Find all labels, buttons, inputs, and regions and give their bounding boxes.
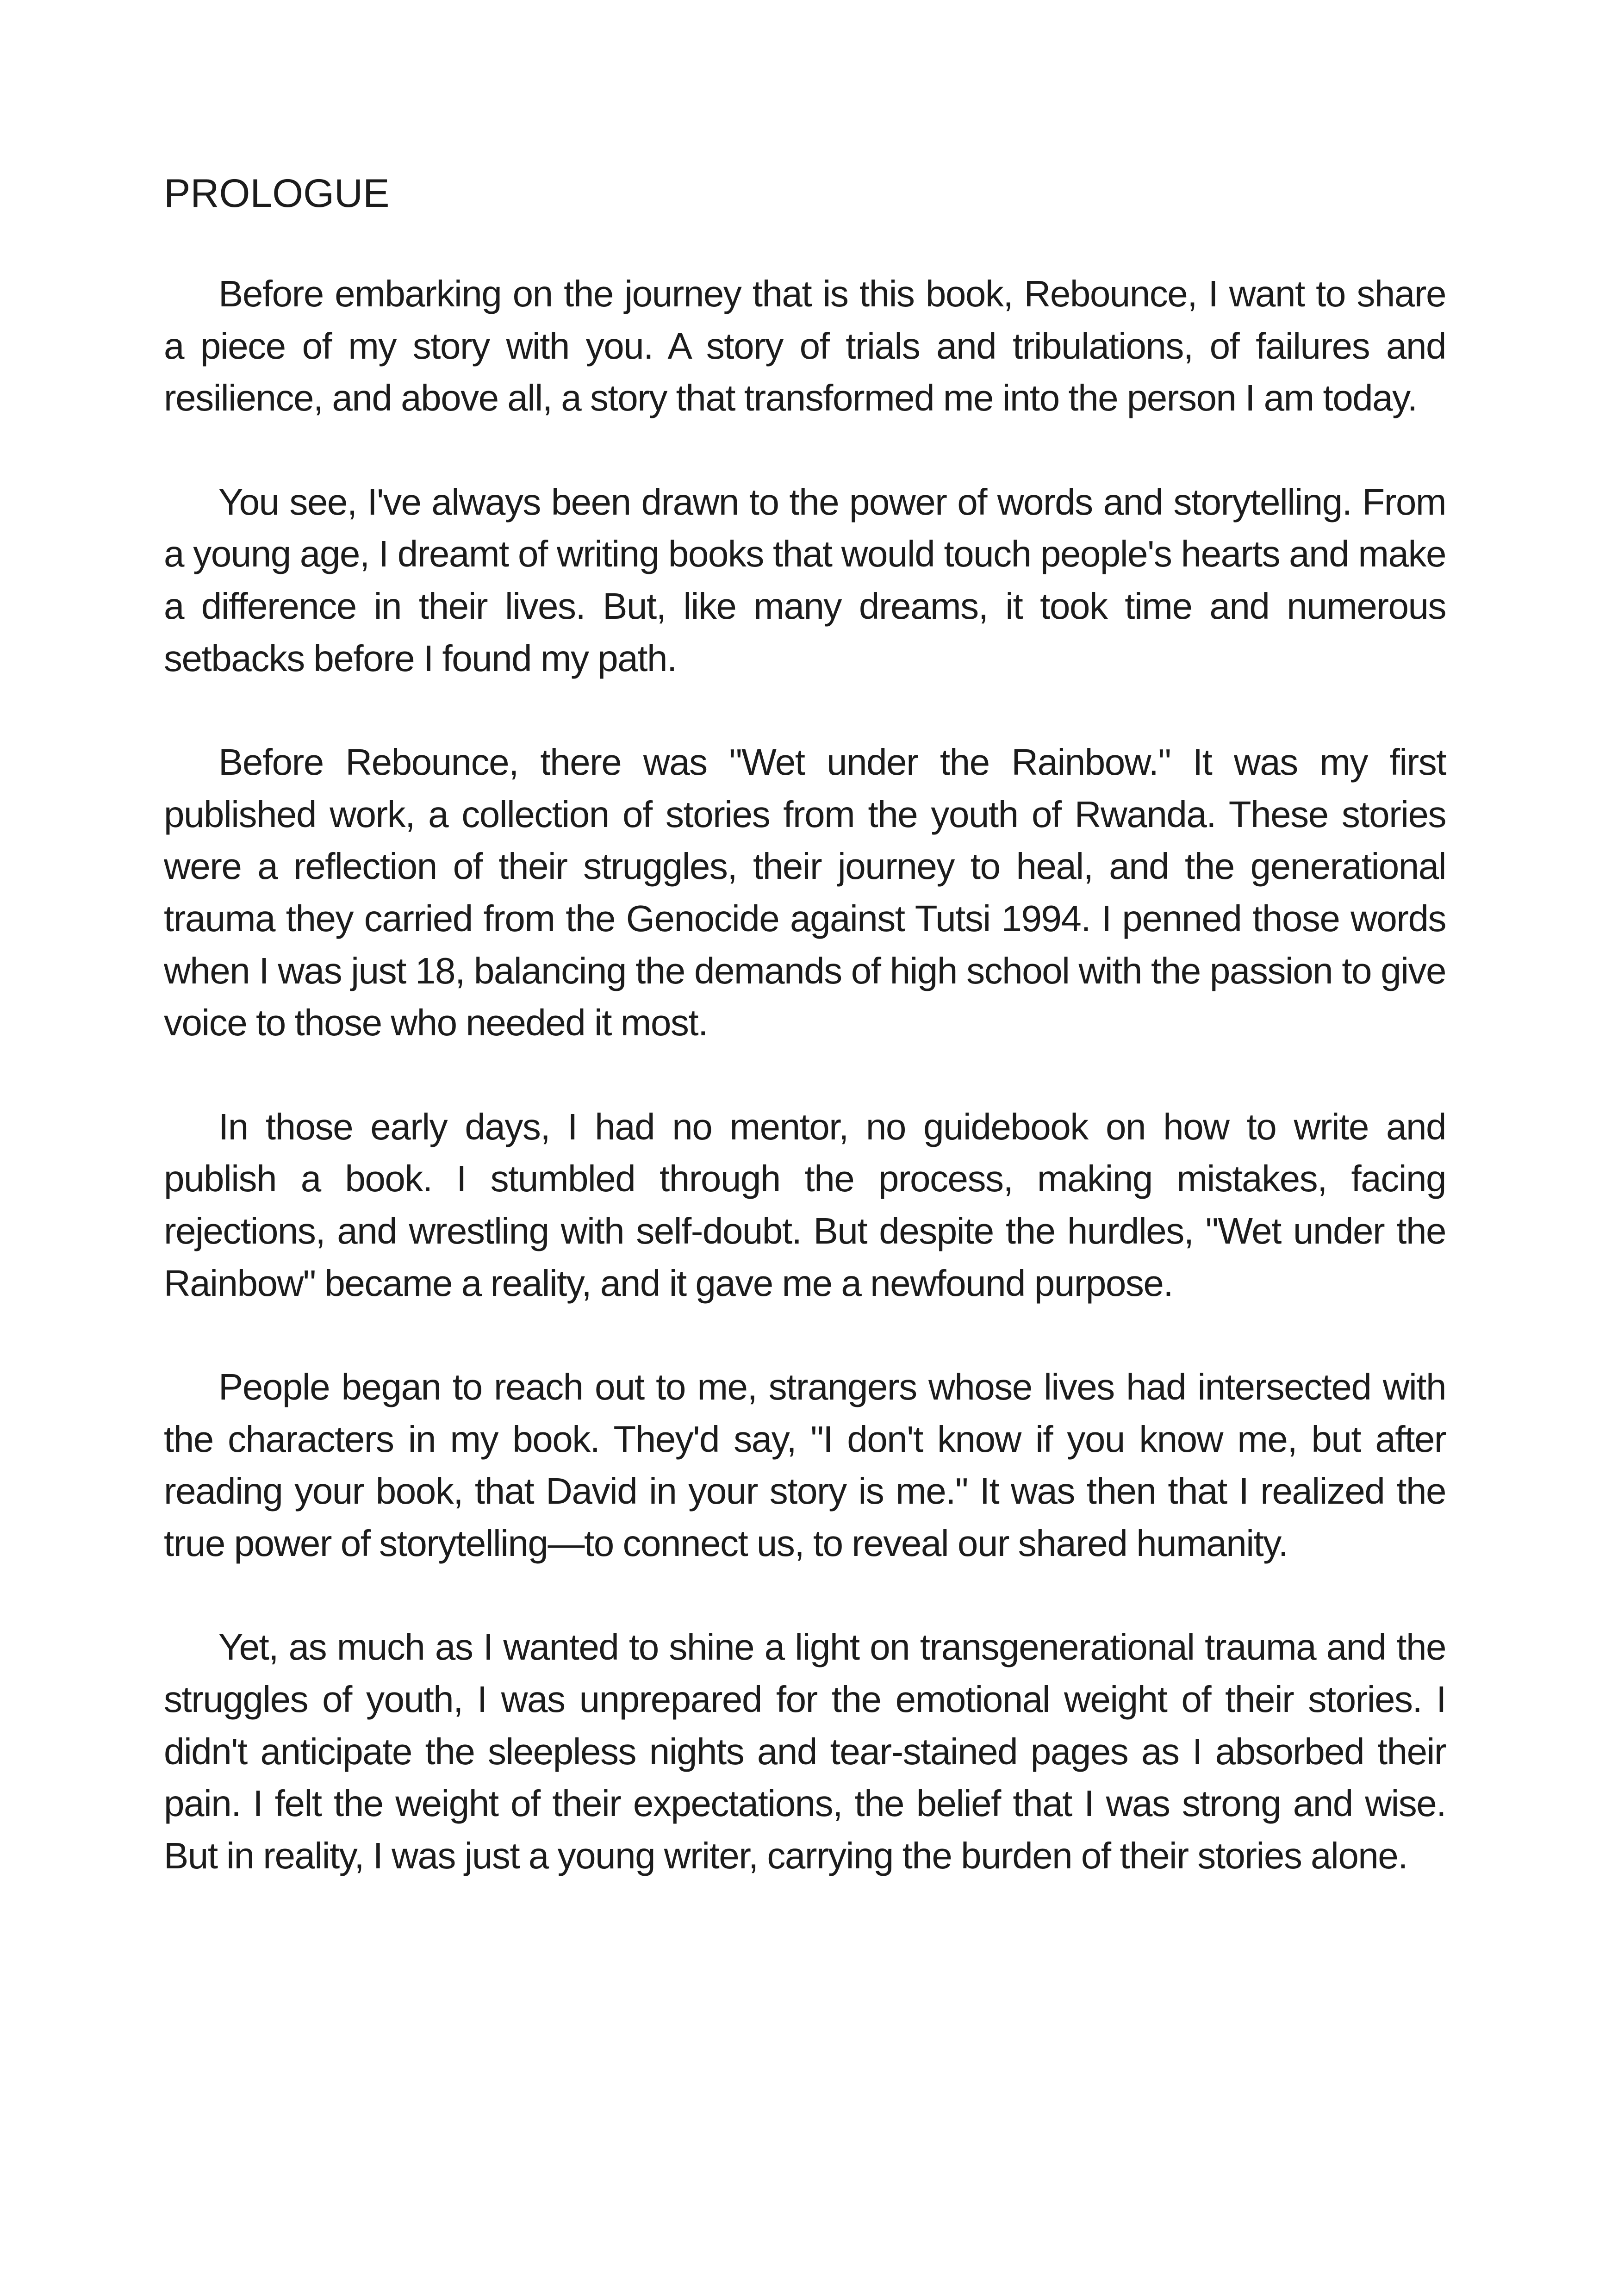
paragraph-6: Yet, as much as I wanted to shine a light on transgenerational trauma and the struggles of youth, I was unprepared for the emotional weight of their stories. I didn't anticipate the sleepless nights and tear-stained pages as I absorbed their pain. I felt the weight of their expectations, the belief that I was strong and wise. But in reality, I was just a young writer, carrying the burden of their stories alone. xyxy=(164,1626,1446,1876)
paragraph-3: Before Rebounce, there was "Wet under the Rainbow." It was my first published work, a collection of stories from the youth of Rwanda. These stories were a reflection of their struggles, their journey to heal, and the generational trauma they carried from the Genocide against Tutsi 1994. I penned those words when I was just 18, balancing the demands of high school with the passion to give voice to those who needed it most. xyxy=(164,741,1446,1044)
paragraph-2: You see, I've always been drawn to the power of words and storytelling. From a young age, I dreamt of writing books that would touch people's hearts and make a difference in their lives. But, like many dreams, it took time and numerous setbacks before I found my path. xyxy=(164,481,1446,679)
paragraph-5: People began to reach out to me, strangers whose lives had intersected with the characters in my book. They'd say, "I don't know if you know me, but after reading your book, that David in your story is me." It was then that I realized the true power of storytelling—to connect us, to reveal our shared humanity. xyxy=(164,1366,1446,1564)
page-content xyxy=(164,168,1446,1882)
chapter-heading: PROLOGUE xyxy=(164,171,390,216)
paragraph-1: Before embarking on the journey that is this book, Rebounce, I want to share a piece of my story with you. A story of trials and tribulations, of failures and resilience, and above all, a story that transformed me into the person I am today. xyxy=(164,273,1446,419)
paragraph-4: In those early days, I had no mentor, no guidebook on how to write and publish a book. I stumbled through the process, making mistakes, facing rejections, and wrestling with self-doubt. But despite the hurdles, "Wet under the Rainbow" became a reality, and it gave me a newfound purpose. xyxy=(164,1106,1446,1304)
